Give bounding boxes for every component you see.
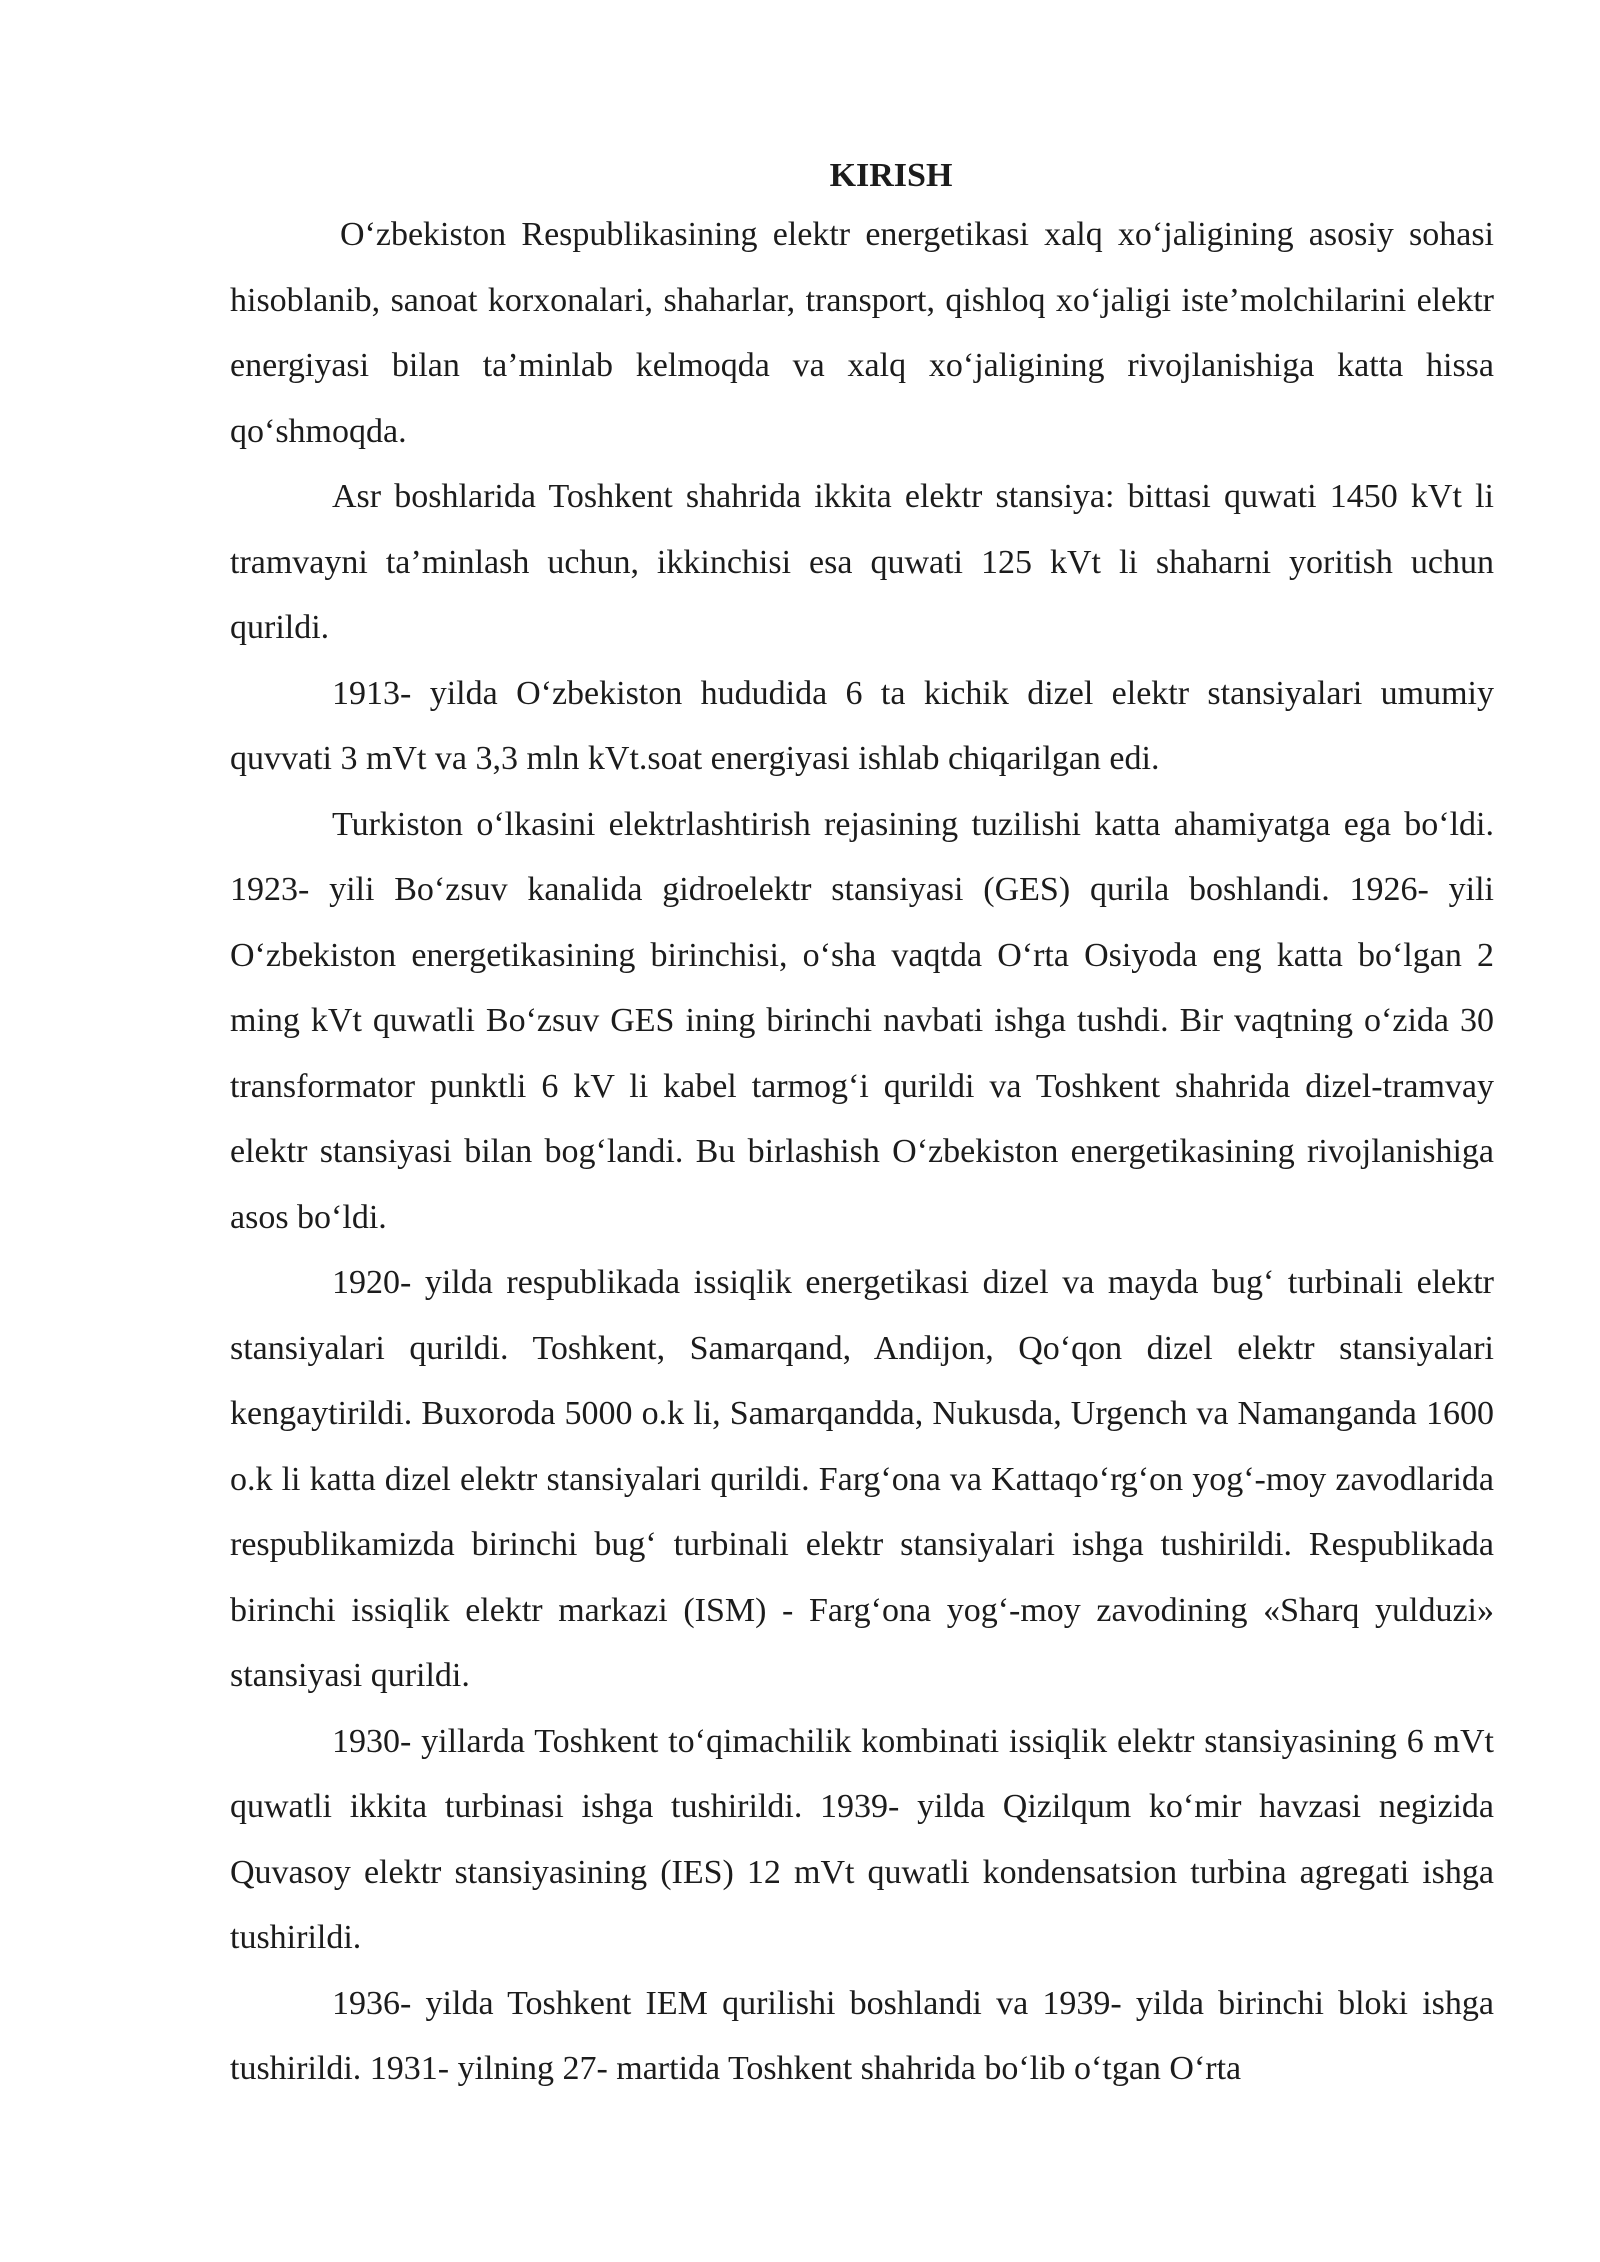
document-title: KIRISH bbox=[829, 157, 953, 194]
paragraph-3: 1913- yilda O‘zbekiston hududida 6 ta kichik dizel elektr stansiyalari umumiy quvvati 3 mVt va 3,3 mln kVt.soat energiyasi ishlab chiqarilgan edi. bbox=[230, 674, 1494, 777]
document-page bbox=[230, 150, 1494, 2102]
paragraph-2: Asr boshlarida Toshkent shahrida ikkita elektr stansiya: bittasi quwati 1450 kVt li tramvayni ta’minlash uchun, ikkinchisi esa quwati 125 kVt li shaharni yoritish uchun qurildi. bbox=[230, 478, 1494, 646]
paragraph-1: O‘zbekiston Respublikasining elektr energetikasi xalq xo‘jaligining asosiy sohasi hisoblanib, sanoat korxonalari, shaharlar, transport, qishloq xo‘jaligi iste’molchilarini elektr energiyasi bilan ta’minlab kelmoqda va xalq xo‘jaligining rivojlanishiga katta hissa qo‘shmoqda. bbox=[230, 216, 1494, 450]
paragraph-4: Turkiston o‘lkasini elektrlashtirish rejasining tuzilishi katta ahamiyatga ega bo‘ldi. 1923- yili Bo‘zsuv kanalida gidroelektr stansiyasi (GES) qurila boshlandi. 1926- yili O‘zbekiston energetikasining birinchisi, o‘sha vaqtda O‘rta Osiyoda eng katta bo‘lgan 2 ming kVt quwatli Bo‘zsuv GES ining birinchi navbati ishga tushdi. Bir vaqtning o‘zida 30 transformator punktli 6 kV li kabel tarmog‘i qurildi va Toshkent shahrida dizel-tramvay elektr stansiyasi bilan bog‘landi. Bu birlashish O‘zbekiston energetikasining rivojlanishiga asos bo‘ldi. bbox=[230, 805, 1494, 1236]
paragraph-5: 1920- yilda respublikada issiqlik energetikasi dizel va mayda bug‘ turbinali elektr stansiyalari qurildi. Toshkent, Samarqand, Andijon, Qo‘qon dizel elektr stansiyalari kengaytirildi. Buxoroda 5000 o.k li, Samarqandda, Nukusda, Urgench va Namanganda 1600 o.k li katta dizel elektr stansiyalari qurildi. Farg‘ona va Kattaqo‘rg‘on yog‘-moy zavodlarida respublikamizda birinchi bug‘ turbinali elektr stansiyalari ishga tushirildi. Respublikada birinchi issiqlik elektr markazi (ISM) - Farg‘ona yog‘-moy zavodining «Sharq yulduzi» stansiyasi qurildi. bbox=[230, 1264, 1494, 1694]
paragraph-7: 1936- yilda Toshkent IEM qurilishi boshlandi va 1939- yilda birinchi bloki ishga tushirildi. 1931- yilning 27- martida Toshkent shahrida bo‘lib o‘tgan O‘rta bbox=[230, 1984, 1494, 2087]
paragraph-6: 1930- yillarda Toshkent to‘qimachilik kombinati issiqlik elektr stansiyasining 6 mVt quwatli ikkita turbinasi ishga tushirildi. 1939- yilda Qizilqum ko‘mir havzasi negizida Quvasoy elektr stansiyasining (IES) 12 mVt quwatli kondensatsion turbina agregati ishga tushirildi. bbox=[230, 1722, 1494, 1956]
